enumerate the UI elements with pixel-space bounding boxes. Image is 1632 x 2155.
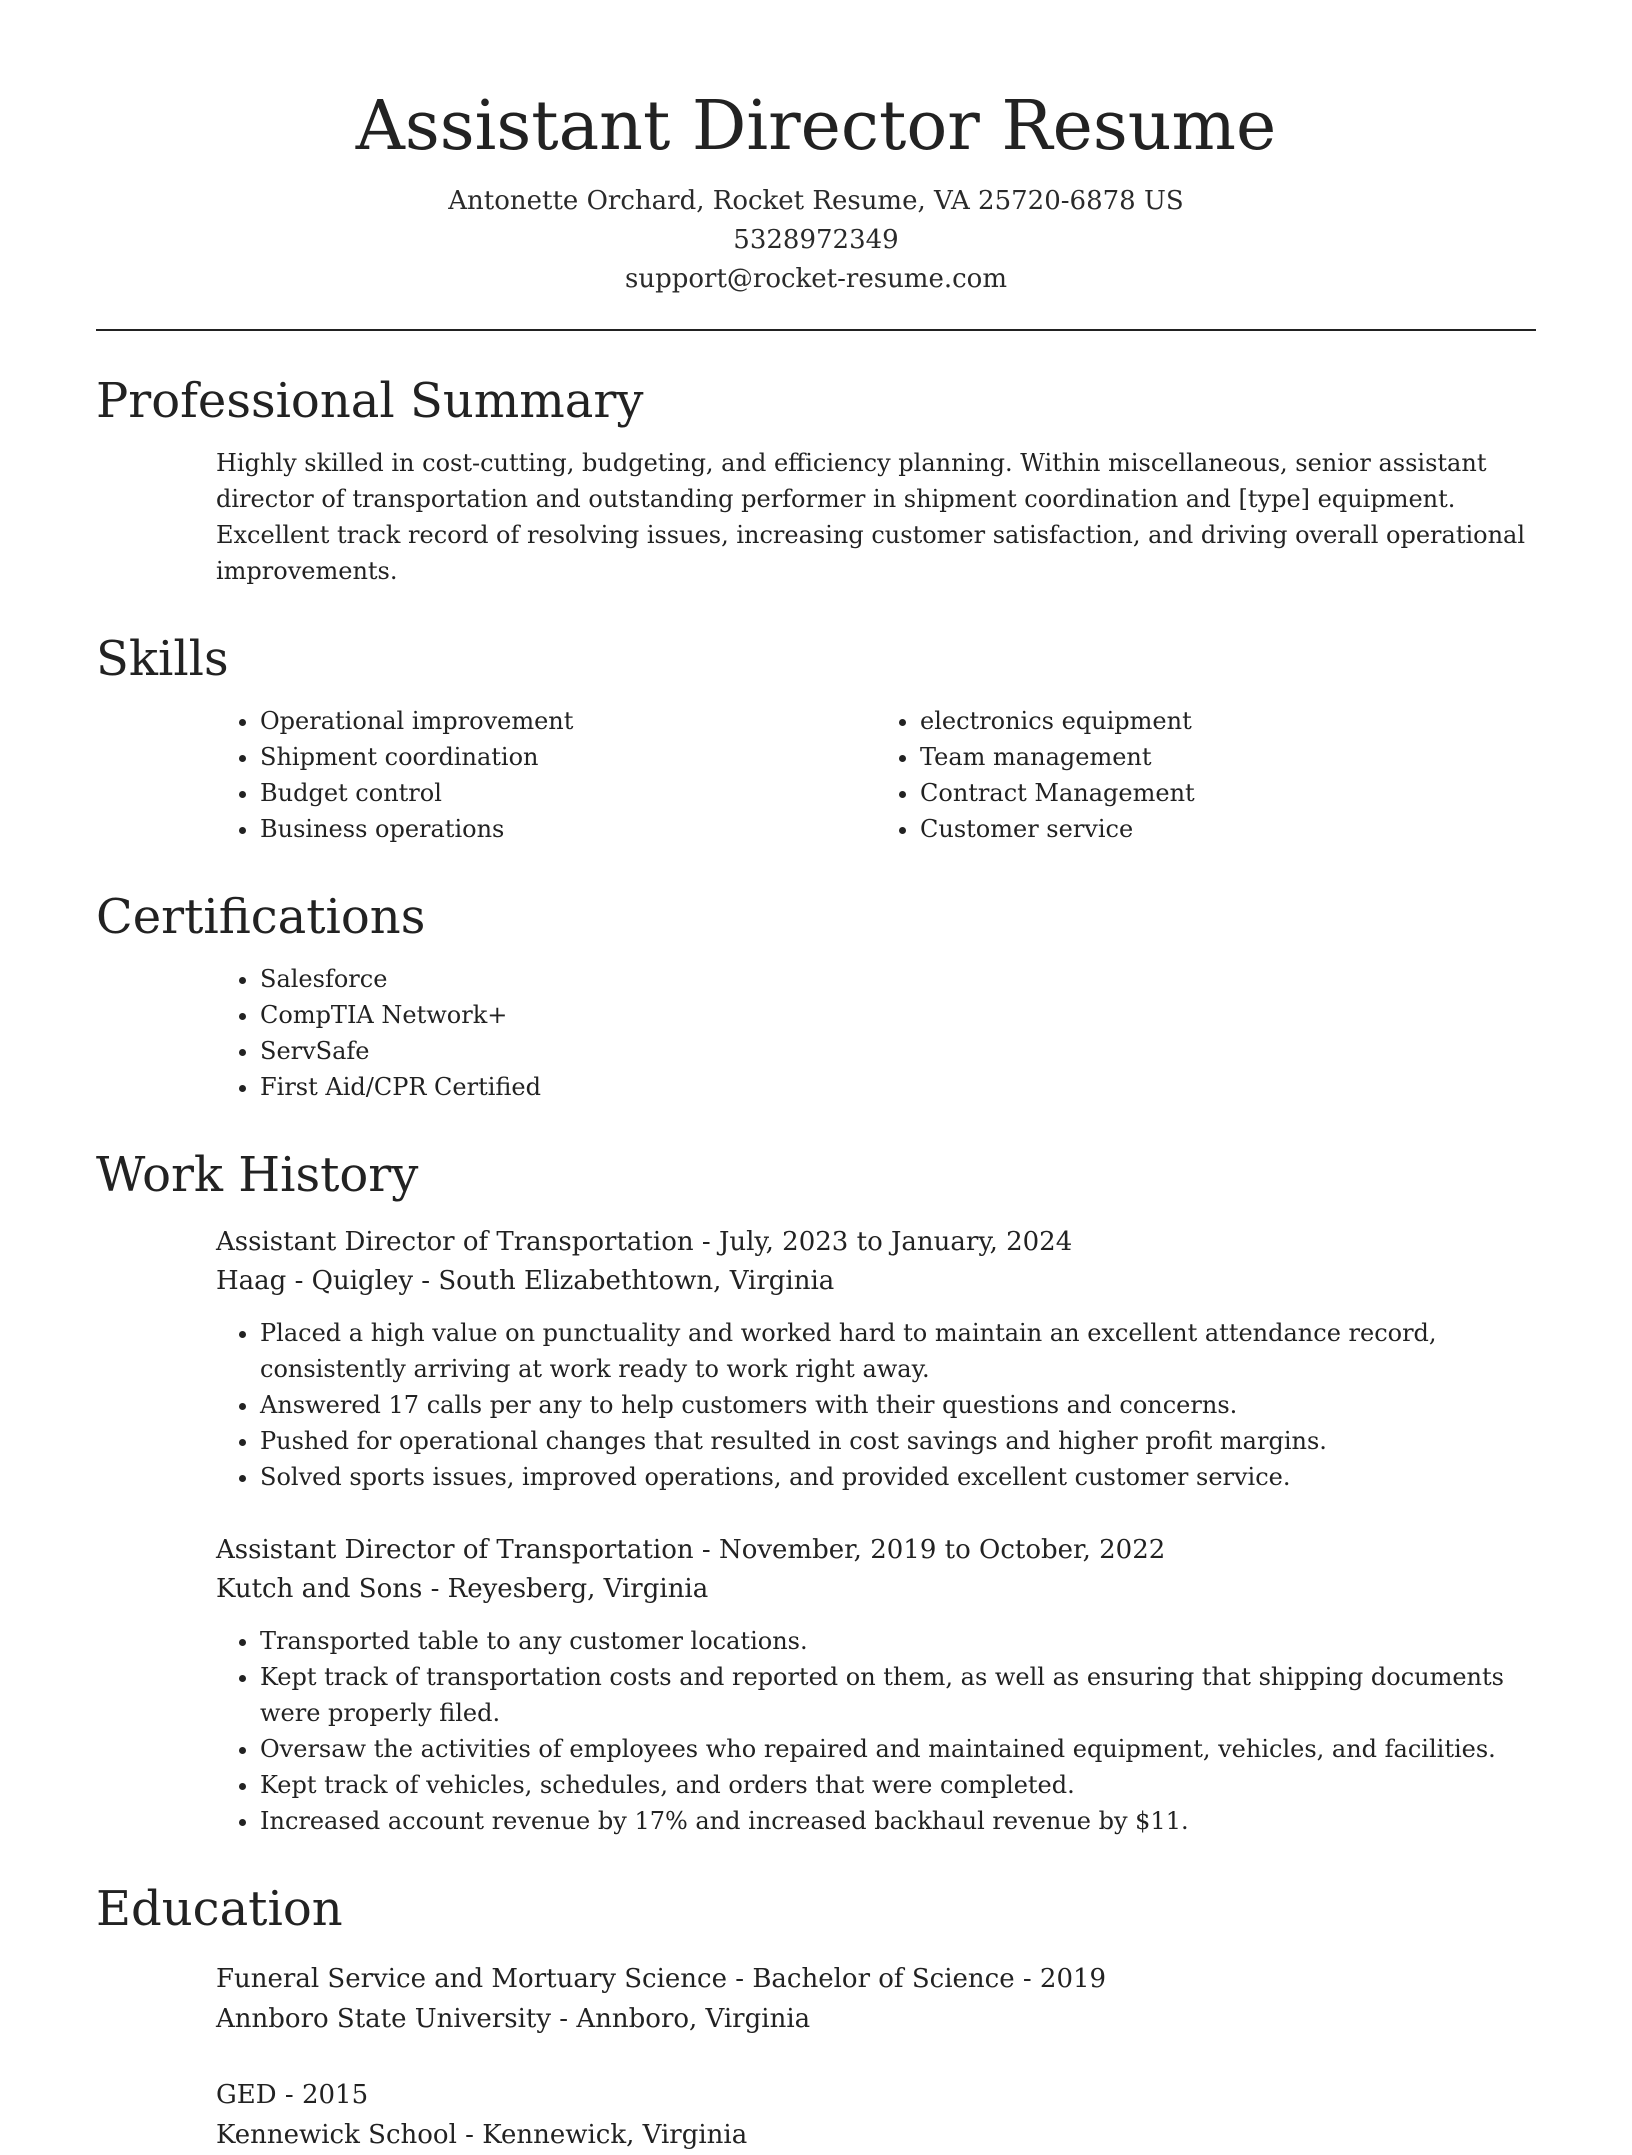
job-dates: July, 2023 to January, 2024 — [718, 1227, 1073, 1257]
job-title: Assistant Director of Transportation — [216, 1227, 694, 1257]
certification-item: • ServSafe — [260, 1033, 1536, 1069]
education-field: GED — [216, 2080, 277, 2110]
skills-list-right — [876, 703, 1536, 847]
skill-item: • Team management — [920, 739, 1536, 775]
skills-section — [96, 629, 1536, 847]
job-company: Kutch and Sons — [216, 1574, 423, 1604]
job-bullet: • Oversaw the activities of employees who repaired and maintained equipment, vehicles, and facilities. — [260, 1731, 1536, 1767]
separator: - — [276, 2080, 302, 2110]
job-bullet: • Answered 17 calls per any to help customers with their questions and concerns. — [260, 1387, 1536, 1423]
summary-section — [96, 371, 1536, 589]
job-bullet: • Placed a high value on punctuality and worked hard to maintain an excellent attendance record, consistently arriving at work ready to work right away. — [260, 1315, 1536, 1387]
separator: - — [413, 1266, 439, 1296]
education-school-line — [216, 1999, 1536, 2039]
skill-item: • Shipment coordination — [260, 739, 876, 775]
resume-title: Assistant Director Resume — [355, 87, 1277, 166]
certification-item: • CompTIA Network+ — [260, 997, 1536, 1033]
separator: - — [551, 2004, 577, 2034]
job-bullet: • Pushed for operational changes that resulted in cost savings and higher profit margins. — [260, 1423, 1536, 1459]
job-title-line — [216, 1531, 1536, 1570]
job-dates: November, 2019 to October, 2022 — [718, 1535, 1166, 1565]
job-bullet: • Kept track of transportation costs and reported on them, as well as ensuring that shipping documents were properly filed. — [260, 1659, 1536, 1731]
job-bullets — [216, 1315, 1536, 1495]
job-title: Assistant Director of Transportation — [216, 1535, 694, 1565]
job-entry — [216, 1223, 1536, 1495]
header-divider — [96, 329, 1536, 331]
skill-item: • Customer service — [920, 811, 1536, 847]
job-bullet: • Transported table to any customer locations. — [260, 1623, 1536, 1659]
separator: - — [1014, 1964, 1040, 1994]
skill-item: • electronics equipment — [920, 703, 1536, 739]
education-section — [96, 1879, 1536, 2155]
summary-text: Highly skilled in cost-cutting, budgeting, and efficiency planning. Within miscellaneous, senior assistant director of transportation and outstanding performer in shipment coordination and [type] equipment. Excellent track record of resolving issues, increasing customer satisfaction, and driving overall operational improvements. — [216, 449, 1526, 585]
contact-address: Antonette Orchard, Rocket Resume, VA 25720-6878 US — [448, 186, 1184, 216]
education-entry — [216, 1959, 1536, 2039]
separator: - — [422, 1574, 448, 1604]
education-location: Kennewick, Virginia — [482, 2120, 748, 2150]
education-school-line — [216, 2115, 1536, 2155]
separator: - — [693, 1227, 719, 1257]
separator: - — [693, 1535, 719, 1565]
job-bullets — [216, 1623, 1536, 1839]
job-bullet: • Increased account revenue by 17% and increased backhaul revenue by $11. — [260, 1803, 1536, 1839]
job-company-line — [216, 1570, 1536, 1609]
education-degree: Bachelor of Science — [752, 1964, 1015, 1994]
education-degree-line — [216, 2075, 1536, 2115]
separator: - — [726, 1964, 753, 1994]
resume-header — [0, 0, 1632, 299]
contact-phone: 5328972349 — [733, 225, 899, 255]
job-company: Haag - Quigley — [216, 1266, 414, 1296]
education-location: Annboro, Virginia — [576, 2004, 811, 2034]
skills-heading: Skills — [96, 631, 229, 687]
education-degree-line — [216, 1959, 1536, 1999]
job-location: South Elizabethtown, Virginia — [438, 1266, 835, 1296]
certifications-list — [216, 961, 1536, 1105]
resume-content — [96, 371, 1536, 2155]
skill-item: • Contract Management — [920, 775, 1536, 811]
job-location: Reyesberg, Virginia — [447, 1574, 709, 1604]
skill-item: • Business operations — [260, 811, 876, 847]
education-heading: Education — [96, 1881, 343, 1937]
contact-email: support@rocket-resume.com — [624, 264, 1007, 294]
education-field: Funeral Service and Mortuary Science — [216, 1964, 727, 1994]
education-year: 2019 — [1039, 1964, 1107, 1994]
certifications-section — [96, 887, 1536, 1105]
skill-item: • Operational improvement — [260, 703, 876, 739]
job-bullet: • Solved sports issues, improved operations, and provided excellent customer service. — [260, 1459, 1536, 1495]
job-entry — [216, 1531, 1536, 1839]
skills-list-left — [216, 703, 876, 847]
education-entry — [216, 2075, 1536, 2155]
certifications-heading: Certifications — [96, 889, 426, 945]
job-title-line — [216, 1223, 1536, 1262]
certification-item: • First Aid/CPR Certified — [260, 1069, 1536, 1105]
contact-block — [0, 182, 1632, 299]
education-school: Kennewick School — [216, 2120, 457, 2150]
work-history-section — [96, 1145, 1536, 1839]
summary-heading: Professional Summary — [96, 373, 644, 429]
job-company-line — [216, 1262, 1536, 1301]
certification-item: • Salesforce — [260, 961, 1536, 997]
job-bullet: • Kept track of vehicles, schedules, and orders that were completed. — [260, 1767, 1536, 1803]
education-school: Annboro State University — [216, 2004, 552, 2034]
separator: - — [456, 2120, 483, 2150]
skill-item: • Budget control — [260, 775, 876, 811]
education-year: 2015 — [301, 2080, 369, 2110]
work-history-heading: Work History — [96, 1147, 419, 1203]
